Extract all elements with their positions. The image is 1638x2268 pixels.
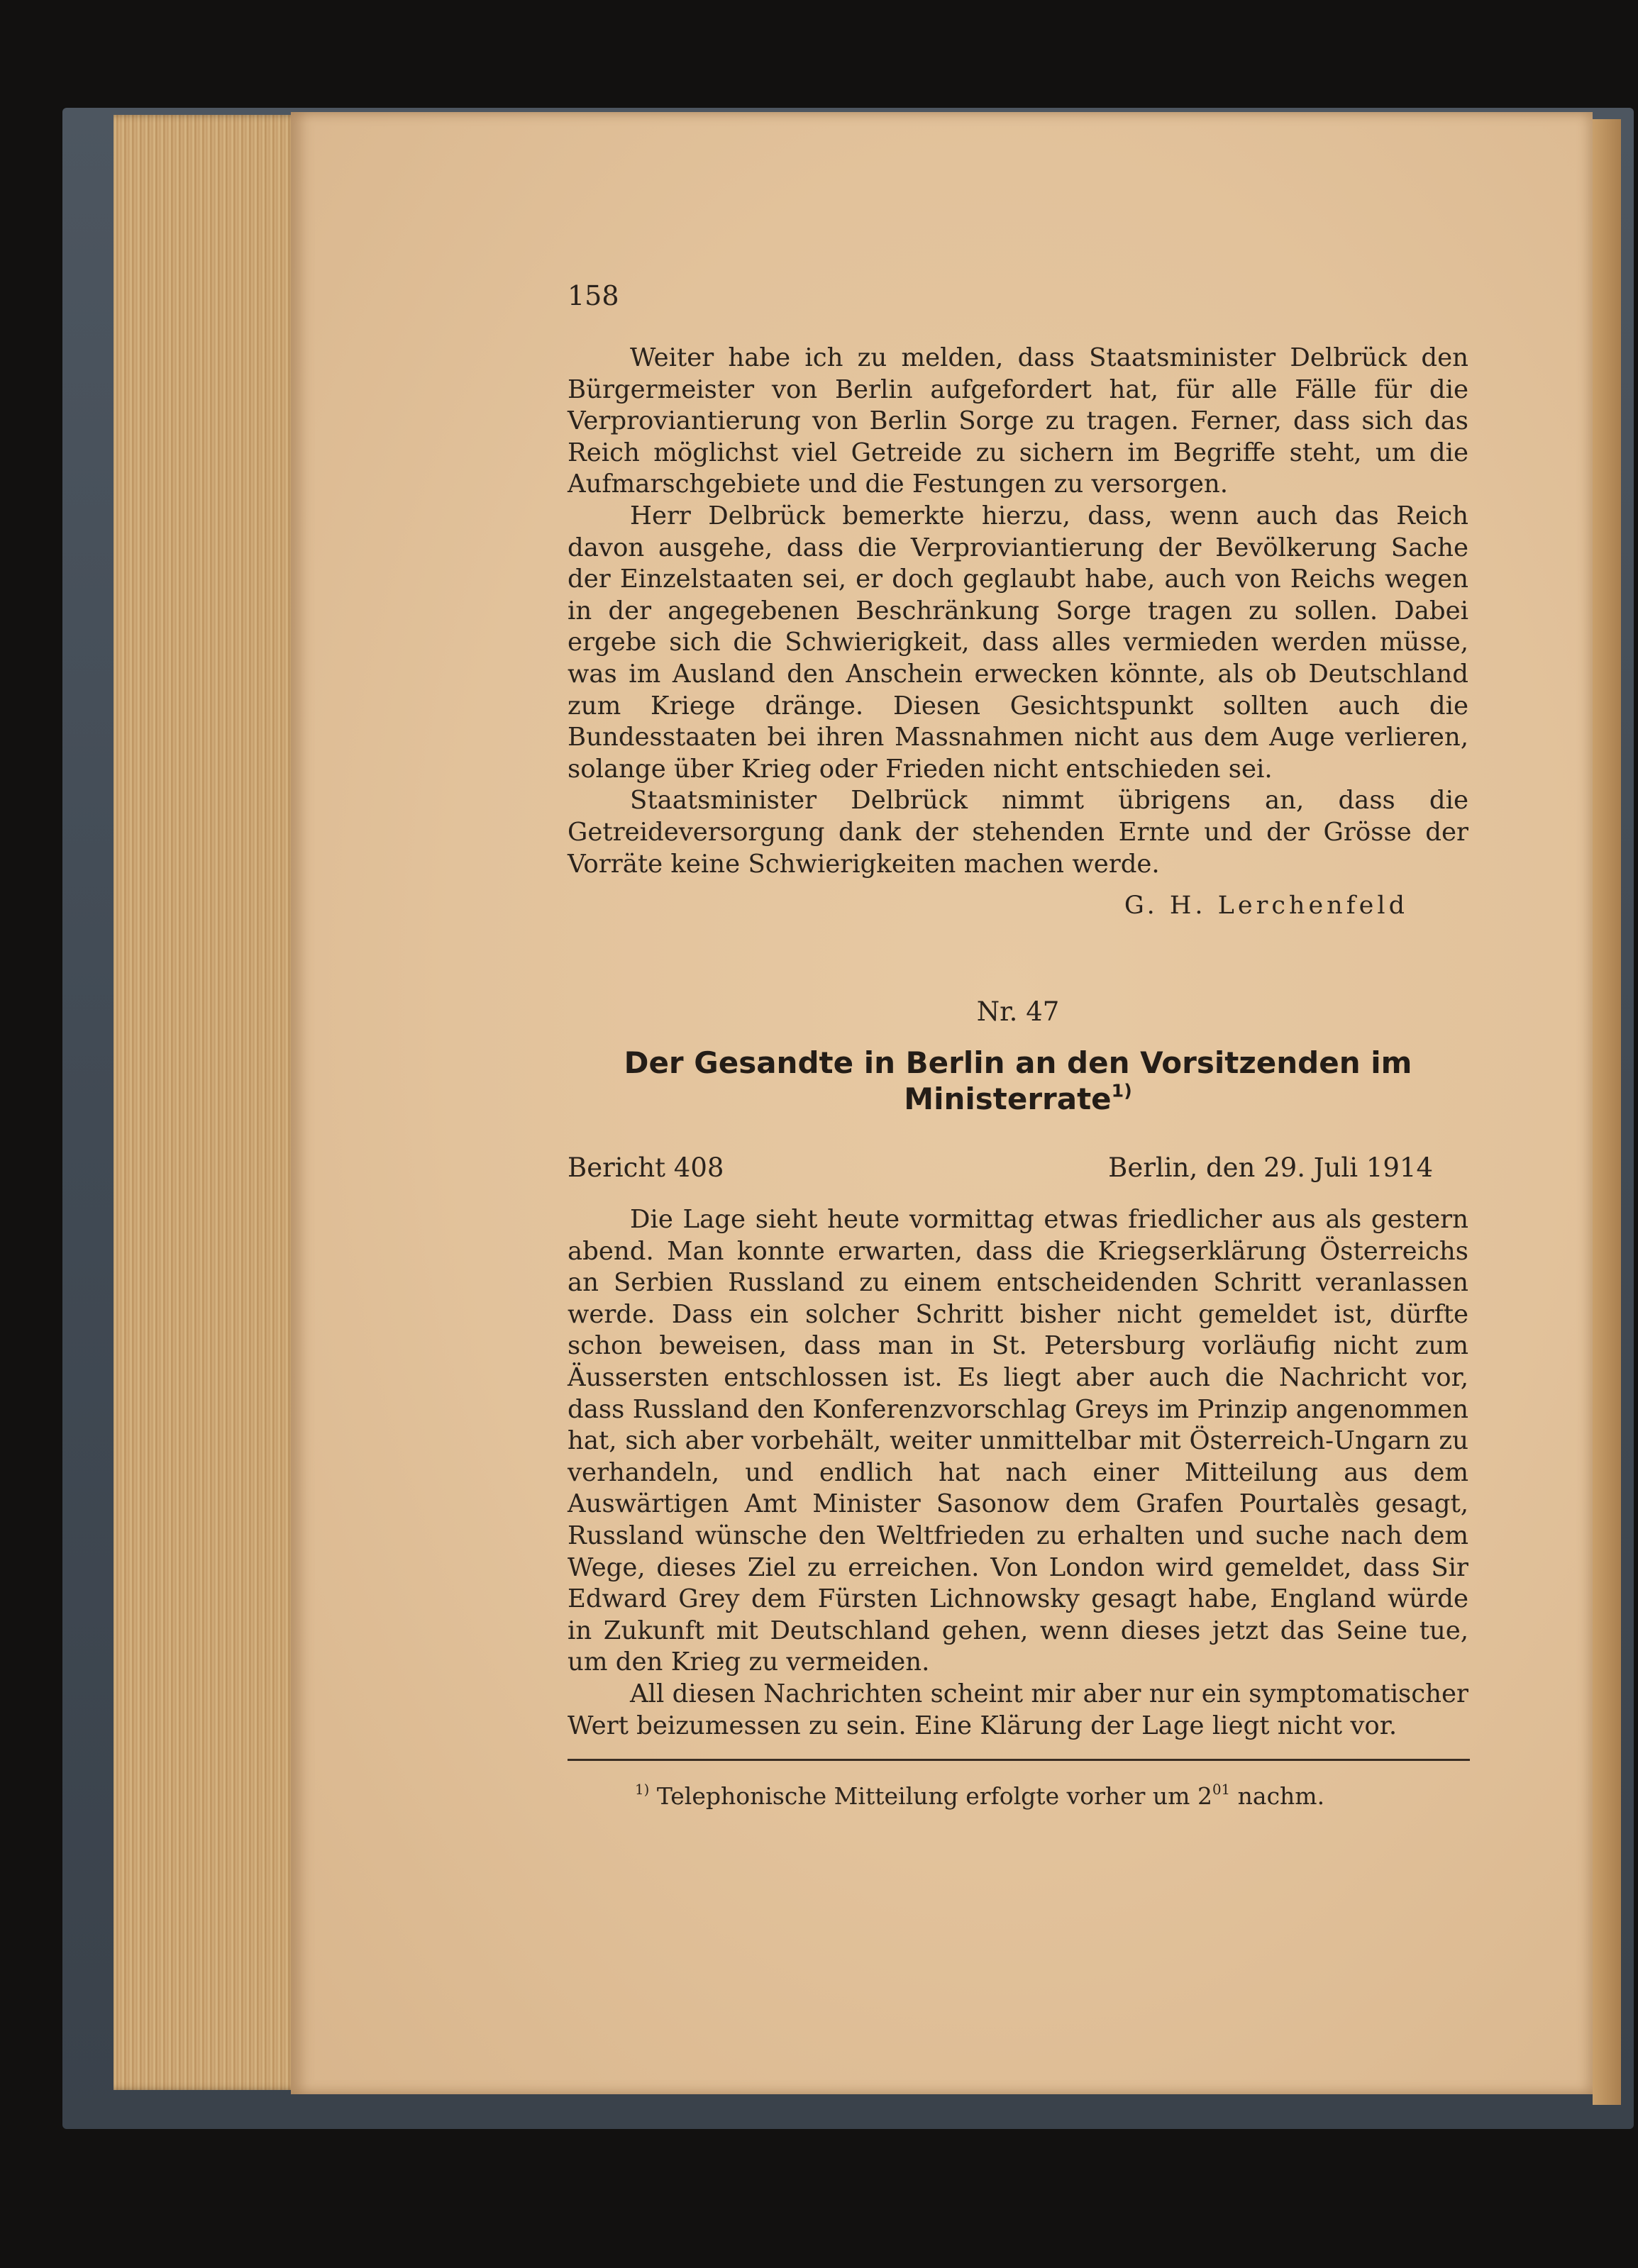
document-title-text: Der Gesandte in Berlin an den Vorsitzenden im Ministerrate (624, 1045, 1412, 1116)
letter-body (568, 343, 1468, 880)
page-edges (114, 115, 299, 2090)
paragraph: Staatsminister Delbrück nimmt übrigens an, dass die Getreideversorgung dank der stehenden Ernte und der Grösse der Vorräte keine Schwierigkeiten machen werde. (568, 786, 1468, 879)
paragraph: Herr Delbrück bemerkte hierzu, dass, wenn auch das Reich davon ausgehe, dass die Verproviantierung der Bevölkerung Sache der Einzelstaaten sei, er doch geglaubt habe, auch von Reichs wegen in der angegebenen Beschränkung Sorge tragen zu sollen. Dabei ergebe sich die Schwierigkeit, dass alles vermieden werden müsse, was im Ausland den Anschein erwecken könnte, als ob Deutschland zum Kriege dränge. Diesen Gesichtspunkt sollten auch die Bundesstaaten bei ihren Massnahmen nicht aus dem Auge verlieren, solange über Krieg oder Frieden nicht entschieden sei. (568, 501, 1468, 784)
signature: G. H. Lerchenfeld (1124, 891, 1408, 920)
paragraph: All diesen Nachrichten scheint mir aber nur ein symptomatischer Wert beizumessen zu sein. Eine Klärung der Lage liegt nicht vor. (568, 1679, 1468, 1740)
paragraph: Weiter habe ich zu melden, dass Staatsminister Delbrück den Bürgermeister von Berlin aufgefordert hat, für alle Fälle für die Verproviantierung von Berlin Sorge zu tragen. Ferner, dass sich das Reich möglichst viel Getreide zu sichern im Begriffe steht, um die Aufmarschgebiete und die Festungen zu versorgen. (568, 343, 1468, 499)
report-number: Bericht 408 (568, 1152, 724, 1183)
footnote-time: $2^{01}$ (1197, 1781, 1231, 1810)
document-number: Nr. 47 (976, 996, 1060, 1027)
report-meta (568, 1152, 1433, 1183)
paragraph: Die Lage sieht heute vormittag etwas friedlicher aus als gestern abend. Man konnte erwarten, dass die Kriegserklärung Österreichs an Serbien Russland zu einem entscheidenden Schritt veranlassen werde. Dass ein solcher Schritt bisher nicht gemeldet ist, dürfte schon beweisen, dass man in St. Petersburg vorläufig nicht zum Äussersten entschlossen ist. Es liegt aber auch die Nachricht vor, dass Russland den Konferenzvorschlag Greys im Prinzip angenommen hat, sich aber vorbehält, weiter unmittelbar mit Österreich-Ungarn zu verhandeln, und endlich hat nach einer Mitteilung aus dem Auswärtigen Amt Minister Sasonow dem Grafen Pourtalès gesagt, Russland wünsche den Weltfrieden zu erhalten und suche nach dem Wege, dieses Ziel zu erreichen. Von London wird gemeldet, dass Sir Edward Grey dem Fürsten Lichnowsky gesagt habe, England würde in Zukunft mit Deutschland gehen, wenn dieses jetzt das Seine tue, um den Krieg zu vermeiden. (568, 1205, 1468, 1677)
document-title (568, 1045, 1468, 1117)
footnote-divider (568, 1759, 1470, 1761)
footnote (635, 1782, 1324, 1810)
footnote-text: Telephonische Mitteilung erfolgte vorher um (656, 1782, 1190, 1810)
footnote-reference: 1) (1111, 1080, 1132, 1101)
footnote-suffix: nachm. (1237, 1782, 1325, 1810)
right-page-edge (1593, 119, 1621, 2105)
place-date: Berlin, den 29. Juli 1914 (1108, 1152, 1433, 1183)
report-body (568, 1204, 1468, 1742)
footnote-marker: 1) (635, 1781, 650, 1799)
page-number: 158 (568, 280, 619, 311)
